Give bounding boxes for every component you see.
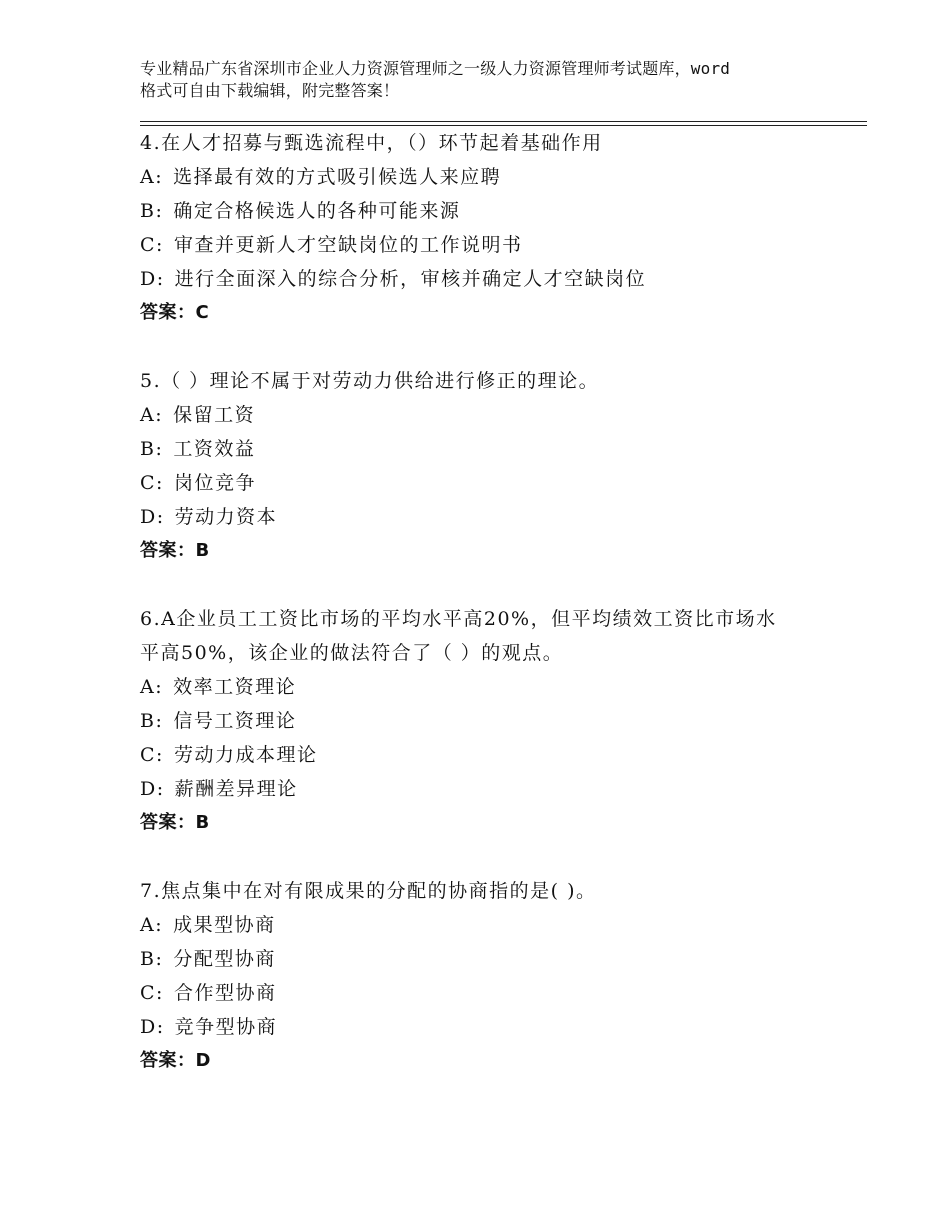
option-separator: :	[155, 200, 164, 222]
option-separator: :	[156, 268, 165, 290]
option-letter: A	[140, 676, 156, 698]
option-letter: A	[140, 914, 156, 936]
option-separator: :	[156, 1016, 165, 1038]
option-letter: C	[140, 472, 157, 494]
option-text: 确定合格候选人的各种可能来源	[173, 200, 461, 222]
answer-option	[140, 466, 840, 500]
option-separator: :	[156, 506, 165, 528]
option-separator: :	[155, 710, 164, 732]
answer-key: 答案：B	[140, 812, 210, 833]
answer-option	[140, 432, 840, 466]
answer-key: 答案：D	[140, 1050, 211, 1071]
option-letter: D	[140, 506, 157, 528]
answer-option	[140, 942, 840, 976]
option-separator: :	[156, 234, 164, 256]
option-text: 分配型协商	[173, 948, 276, 970]
answer-option	[140, 398, 840, 432]
option-text: 工资效益	[173, 438, 256, 460]
option-separator: :	[156, 472, 164, 494]
option-letter: D	[140, 1016, 157, 1038]
question-block	[140, 364, 840, 568]
question-stem: 5.（ ）理论不属于对劳动力供给进行修正的理论。	[140, 370, 600, 392]
answer-option	[140, 738, 840, 772]
answer-option	[140, 160, 840, 194]
answer-option	[140, 772, 840, 806]
option-text: 保留工资	[173, 404, 256, 426]
option-letter: C	[140, 982, 157, 1004]
option-letter: B	[140, 710, 156, 732]
option-text: 合作型协商	[173, 982, 277, 1004]
option-letter: A	[140, 166, 156, 188]
option-letter: B	[140, 438, 156, 460]
option-separator: :	[156, 982, 164, 1004]
question-block	[140, 126, 840, 330]
header-line-2: 格式可自由下载编辑，附完整答案！	[140, 81, 400, 100]
option-separator: :	[155, 914, 164, 936]
question-stem: 6.A企业员工工资比市场的平均水平高20%，但平均绩效工资比市场水	[140, 608, 777, 630]
answer-option	[140, 1010, 840, 1044]
option-text: 进行全面深入的综合分析，审核并确定人才空缺岗位	[174, 268, 647, 290]
option-separator: :	[156, 778, 165, 800]
option-letter: B	[140, 200, 156, 222]
option-letter: D	[140, 778, 157, 800]
option-text: 效率工资理论	[173, 676, 297, 698]
option-text: 审查并更新人才空缺岗位的工作说明书	[173, 234, 523, 256]
option-letter: C	[140, 744, 157, 766]
answer-option	[140, 262, 840, 296]
option-letter: B	[140, 948, 156, 970]
option-separator: :	[155, 948, 164, 970]
question-block	[140, 874, 840, 1078]
option-text: 信号工资理论	[173, 710, 297, 732]
option-text: 成果型协商	[173, 914, 276, 936]
option-text: 岗位竞争	[173, 472, 256, 494]
question-stem: 7.焦点集中在对有限成果的分配的协商指的是( )。	[140, 880, 597, 902]
header-line-1: 专业精品广东省深圳市企业人力资源管理师之一级人力资源管理师考试题库，word	[140, 59, 731, 78]
option-separator: :	[155, 166, 164, 188]
option-text: 薪酬差异理论	[174, 778, 298, 800]
option-letter: D	[140, 268, 157, 290]
option-letter: A	[140, 404, 156, 426]
question-stem: 平高50%，该企业的做法符合了（ ）的观点。	[140, 642, 564, 664]
option-separator: :	[155, 404, 164, 426]
answer-option	[140, 670, 840, 704]
header-divider-top	[140, 121, 867, 122]
option-letter: C	[140, 234, 157, 256]
question-stem: 4.在人才招募与甄选流程中，（）环节起着基础作用	[140, 132, 603, 154]
answer-option	[140, 500, 840, 534]
answer-option	[140, 908, 840, 942]
answer-key: 答案：C	[140, 302, 210, 323]
option-text: 劳动力成本理论	[173, 744, 318, 766]
option-text: 劳动力资本	[174, 506, 278, 528]
option-separator: :	[155, 438, 164, 460]
option-text: 竞争型协商	[174, 1016, 278, 1038]
option-text: 选择最有效的方式吸引候选人来应聘	[173, 166, 502, 188]
option-separator: :	[156, 744, 164, 766]
answer-option	[140, 228, 840, 262]
document-header	[140, 58, 840, 102]
answer-option	[140, 704, 840, 738]
question-block	[140, 602, 840, 840]
question-list	[140, 126, 840, 1112]
answer-option	[140, 194, 840, 228]
answer-option	[140, 976, 840, 1010]
answer-key: 答案：B	[140, 540, 210, 561]
option-separator: :	[155, 676, 164, 698]
